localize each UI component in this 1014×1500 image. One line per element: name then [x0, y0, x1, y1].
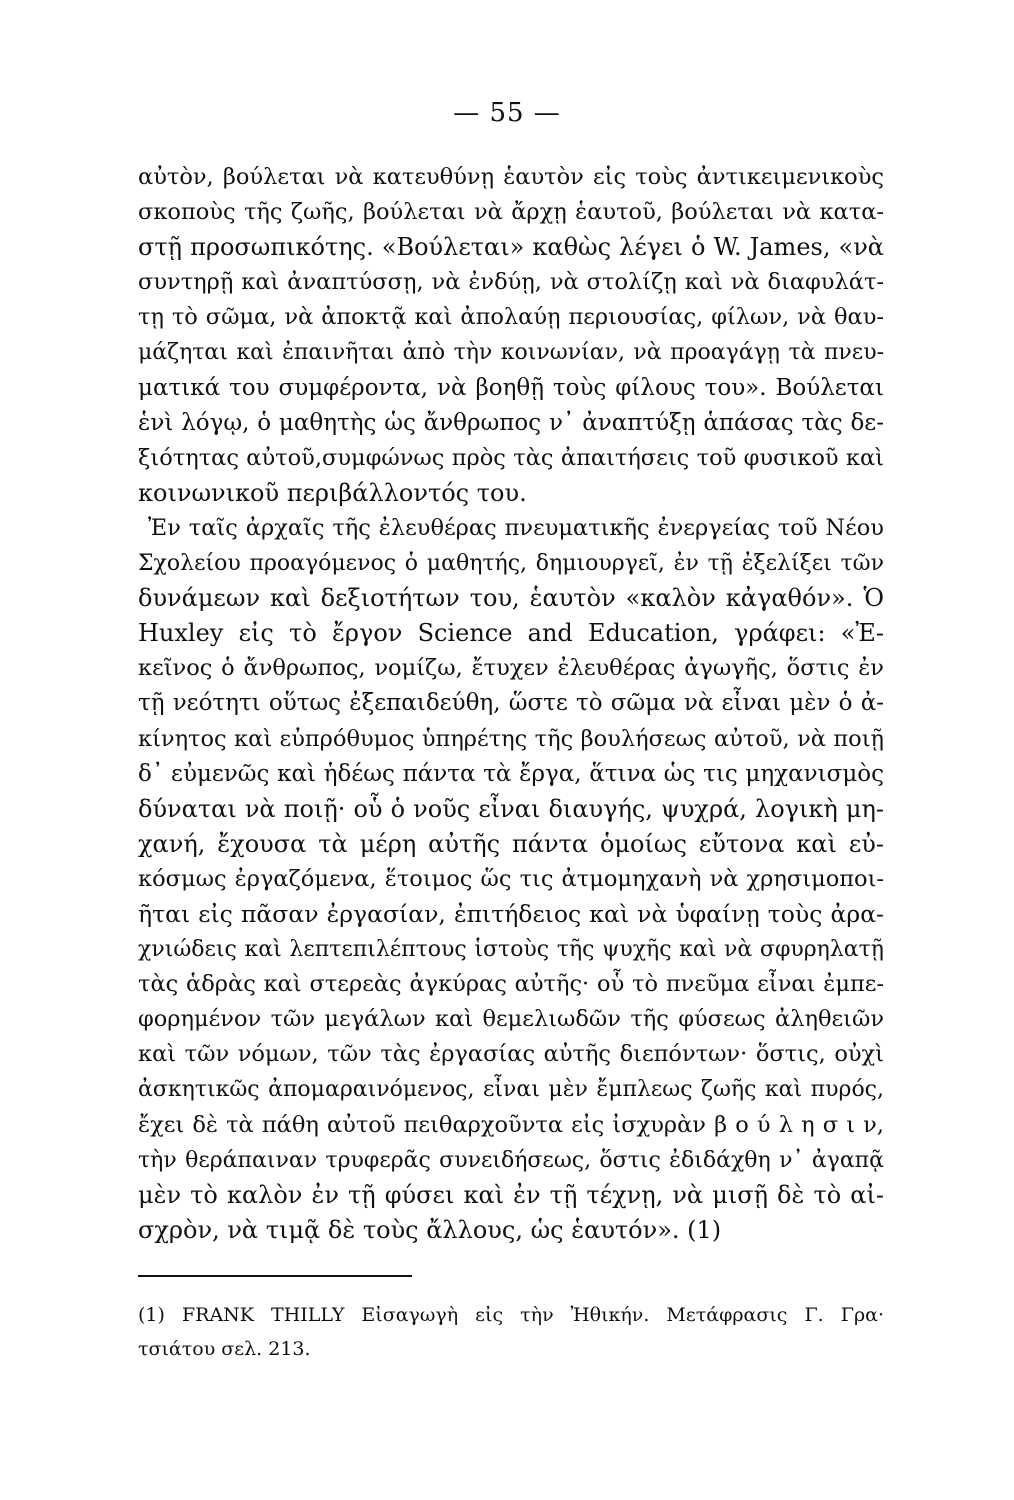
- text-line: δύναται νὰ ποιῇ· οὗ ὁ νοῦς εἶναι διαυγής, ψυχρά, λογικὴ μη-: [138, 794, 884, 823]
- text-line: χανή, ἔχουσα τὰ μέρη αὐτῆς πάντα ὁμοίως εὔτονα καὶ εὐ-: [138, 829, 884, 858]
- text-line: ἔχει δὲ τὰ πάθη αὐτοῦ πειθαρχοῦντα εἰς ἰσχυρὰν β ο ύ λ η σ ι ν,: [138, 1111, 884, 1138]
- text-line: ἀσκητικῶς ἀπομαραινόμενος, εἶναι μὲν ἔμπλεως ζωῆς καὶ πυρός,: [138, 1077, 884, 1103]
- text-line: κοινωνικοῦ περιβάλλοντός του.: [138, 478, 527, 507]
- text-line: μὲν τὸ καλὸν ἐν τῇ φύσει καὶ ἐν τῇ τέχνῃ, νὰ μισῇ δὲ τὸ αἰ-: [138, 1180, 884, 1209]
- text-line: αὐτὸν, βούλεται νὰ κατευθύνῃ ἑαυτὸν εἰς τοὺς ἀντικειμενικοὺς: [138, 164, 884, 190]
- text-line: κίνητος καὶ εὐπρόθυμος ὑπηρέτης τῆς βουλήσεως αὐτοῦ, νὰ ποιῇ: [138, 725, 884, 752]
- text-line: Σχολείου προαγόμενος ὁ μαθητής, δημιουργεῖ, ἐν τῇ ἐξελίξει τῶν: [138, 551, 884, 577]
- text-line: καὶ τῶν νόμων, τῶν τὰς ἐργασίας αὐτῆς διεπόντων· ὅστις, οὐχὶ: [138, 1041, 884, 1068]
- page-number: — 55 —: [453, 98, 561, 128]
- text-line: δυνάμεων καὶ δεξιοτήτων του, ἑαυτὸν «καλὸν κἀγαθόν». Ὁ: [138, 584, 884, 613]
- body-text: [138, 160, 884, 1248]
- text-line: χνιώδεις καὶ λεπτεπιλέπτους ἱστοὺς τῆς ψυχῆς καὶ νὰ σφυρηλατῇ: [138, 937, 884, 963]
- text-line: τὰς ἁδρὰς καὶ στερεὰς ἀγκύρας αὐτῆς· οὗ τὸ πνεῦμα εἶναι ἐμπε-: [138, 971, 884, 998]
- text-line: τὴν θεράπαιναν τρυφερᾶς συνειδήσεως, ὅστις ἐδιδάχθη ν᾽ ἀγαπᾷ: [138, 1147, 884, 1173]
- footnote-line: (1) FRANK THILLY Εἰσαγωγὴ εἰς τὴν Ἠθικήν. Μετάφρασις Γ. Γρα·: [138, 1304, 884, 1326]
- text-line: τῇ νεότητι οὕτως ἐξεπαιδεύθη, ὥστε τὸ σῶμα νὰ εἶναι μὲν ὁ ἀ-: [138, 690, 884, 717]
- text-line: δ᾽ εὐμενῶς καὶ ἡδέως πάντα τὰ ἔργα, ἅτινα ὡς τις μηχανισμὸς: [138, 760, 884, 787]
- text-line: ξιότητας αὐτοῦ,συμφώνως πρὸς τὰς ἀπαιτήσεις τοῦ φυσικοῦ καὶ: [138, 444, 884, 471]
- text-line: Huxley εἰς τὸ ἔργον Science and Education, γράφει: «Ἐ-: [138, 619, 884, 648]
- text-line: σκοποὺς τῆς ζωῆς, βούλεται νὰ ἄρχῃ ἑαυτοῦ, βούλεται νὰ κατα-: [138, 199, 884, 226]
- text-line: κεῖνος ὁ ἄνθρωπος, νομίζω, ἔτυχεν ἐλευθέρας ἀγωγῆς, ὅστις ἐν: [138, 655, 884, 682]
- text-line: σχρὸν, νὰ τιμᾷ δὲ τοὺς ἄλλους, ὡς ἑαυτόν». (1): [138, 1215, 722, 1244]
- text-line: Ἐν ταῖς ἀρχαῖς τῆς ἐλευθέρας πνευματικῆς ἐνεργείας τοῦ Νέου: [148, 514, 884, 541]
- footnote: [138, 1298, 884, 1366]
- footnote-line: τσιάτου σελ. 213.: [138, 1338, 311, 1360]
- text-line: ἑνὶ λόγῳ, ὁ μαθητὴς ὡς ἄνθρωπος ν᾽ ἀναπτύξῃ ἁπάσας τὰς δε-: [138, 409, 884, 436]
- text-line: κόσμως ἐργαζόμενα, ἕτοιμος ὥς τις ἀτμομηχανὴ νὰ χρησιμοποι-: [138, 865, 884, 892]
- text-line: συντηρῇ καὶ ἀναπτύσσῃ, νὰ ἐνδύῃ, νὰ στολίζῃ καὶ νὰ διαφυλάτ-: [138, 269, 884, 296]
- text-line: τῃ τὸ σῶμα, νὰ ἀποκτᾷ καὶ ἀπολαύῃ περιουσίας, φίλων, νὰ θαυ-: [138, 304, 884, 331]
- footnote-divider: [138, 1275, 412, 1277]
- text-line: ματικά του συμφέροντα, νὰ βοηθῇ τοὺς φίλους του». Βούλεται: [138, 374, 884, 401]
- text-line: φορημένον τῶν μεγάλων καὶ θεμελιωδῶν τῆς φύσεως ἀληθειῶν: [138, 1006, 884, 1033]
- text-line: ῆται εἰς πᾶσαν ἐργασίαν, ἐπιτήδειος καὶ νὰ ὑφαίνῃ τοὺς ἀρα-: [138, 899, 884, 928]
- text-line: στῇ προσωπικότης. «Βούλεται» καθὼς λέγει ὁ W. James, «νὰ: [138, 233, 884, 262]
- text-line: μάζηται καὶ ἐπαινῆται ἀπὸ τὴν κοινωνίαν, νὰ προαγάγῃ τὰ πνευ-: [138, 340, 884, 366]
